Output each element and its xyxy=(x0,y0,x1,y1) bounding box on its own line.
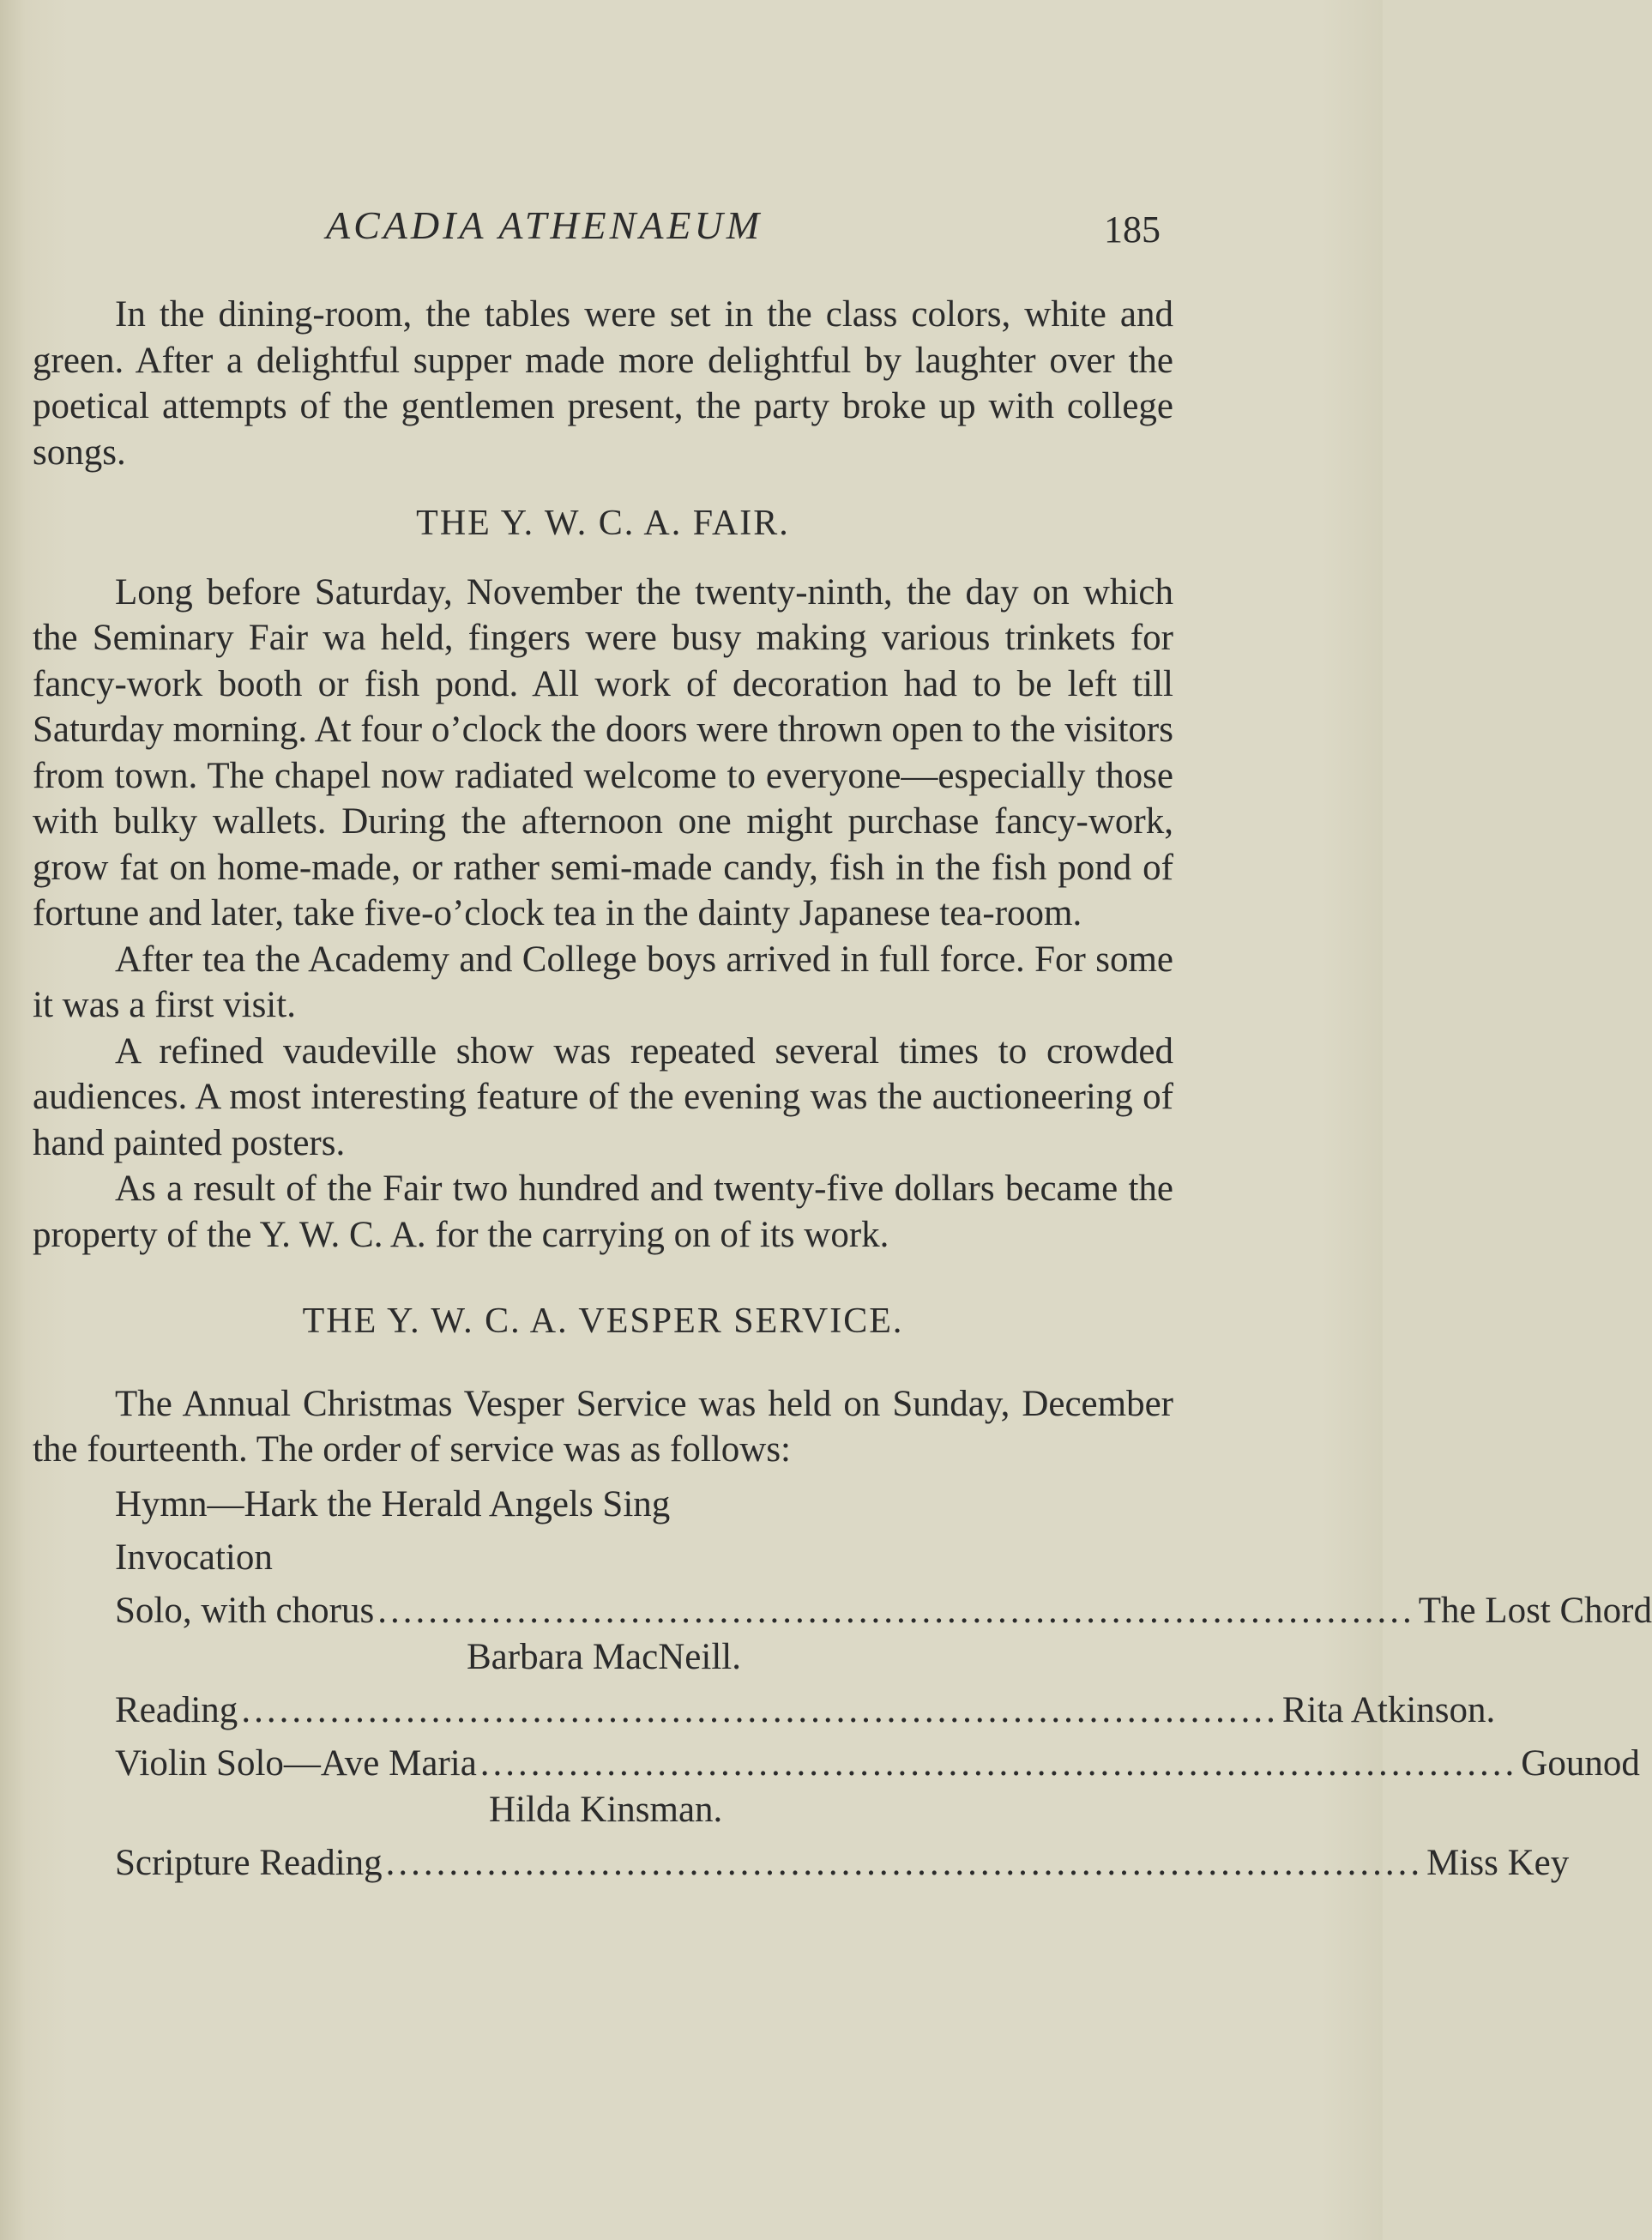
program-invocation: Invocation xyxy=(115,1537,273,1578)
program-item-hymn xyxy=(115,1482,1127,1535)
page-header xyxy=(0,202,1383,263)
paragraph-fair-result: As a result of the Fair two hundred and twenty-five dollars became the property of the Y. W. C. A. for the carrying on of its work. xyxy=(33,1168,1173,1255)
paragraph-vesper-intro: The Annual Christmas Vesper Service was held on Sunday, December the fourteenth. The order of service was as follows: xyxy=(33,1383,1173,1470)
paragraph-vaudeville: A refined vaudeville show was repeated several times to crowded audiences. A most interesting feature of the evening was the auctioneering of hand painted posters. xyxy=(33,1030,1173,1163)
program-reading-title: Reading xyxy=(115,1689,238,1730)
dot-leader: .................................................................................. xyxy=(479,1742,1518,1784)
program-item-violin xyxy=(115,1741,1640,1794)
section-heading-vesper: THE Y. W. C. A. VESPER SERVICE. xyxy=(302,1301,904,1341)
program-solo-title: Solo, with chorus xyxy=(115,1590,375,1631)
service-program xyxy=(115,1482,1652,1893)
section-heading-fair: THE Y. W. C. A. FAIR. xyxy=(416,504,790,543)
dot-leader: .................................................................................. xyxy=(377,1590,1415,1631)
program-scripture-reader: Miss Key xyxy=(1426,1842,1570,1883)
paragraph-fair-preparations: Long before Saturday, November the twenty-ninth, the day on which the Seminary Fair wa held, fingers were busy making various trinkets for fancy-work booth or fish pond. All work of decoration had to be left till Saturday morning. At four o’clock the doors were thrown open to the visitors from town. The chapel now radiated welcome to everyone—especially those with bulky wallets. During the afternoon one might purchase fancy-work, grow fat on home-made, or rather semi-made candy, fish in the fish pond of fortune and later, take five-o’clock tea in the dainty Japanese tea-room. xyxy=(33,571,1173,933)
running-title: ACADIA ATHENAEUM xyxy=(326,203,763,247)
dot-leader: .................................................................................. xyxy=(385,1842,1424,1883)
article-body xyxy=(33,292,1652,1893)
program-solo-piece: The Lost Chord xyxy=(1418,1590,1652,1631)
dot-leader: .................................................................................. xyxy=(241,1689,1279,1730)
program-scripture-title: Scripture Reading xyxy=(115,1842,383,1883)
program-reading-reader: Rita Atkinson. xyxy=(1281,1689,1496,1730)
program-item-scripture xyxy=(115,1840,1570,1893)
program-hymn: Hymn—Hark the Herald Angels Sing xyxy=(115,1483,671,1525)
program-violin-title: Violin Solo—Ave Maria xyxy=(115,1742,477,1784)
program-violin-composer: Gounod xyxy=(1521,1742,1640,1784)
program-item-reading xyxy=(115,1688,1496,1741)
program-item-invocation xyxy=(115,1535,1127,1588)
program-item-solo xyxy=(115,1588,1652,1641)
page-number: 185 xyxy=(1104,208,1161,251)
program-violin-performer: Hilda Kinsman. xyxy=(489,1789,723,1830)
program-solo-performer: Barbara MacNeill. xyxy=(467,1636,741,1677)
paragraph-after-tea: After tea the Academy and College boys arrived in full force. For some it was a first visit. xyxy=(33,939,1173,1025)
paragraph-dining-room: In the dining-room, the tables were set in the class colors, white and green. After a delightful supper made more delightful by laughter over the poetical attempts of the gentlemen present, the party broke up with college songs. xyxy=(33,294,1173,473)
